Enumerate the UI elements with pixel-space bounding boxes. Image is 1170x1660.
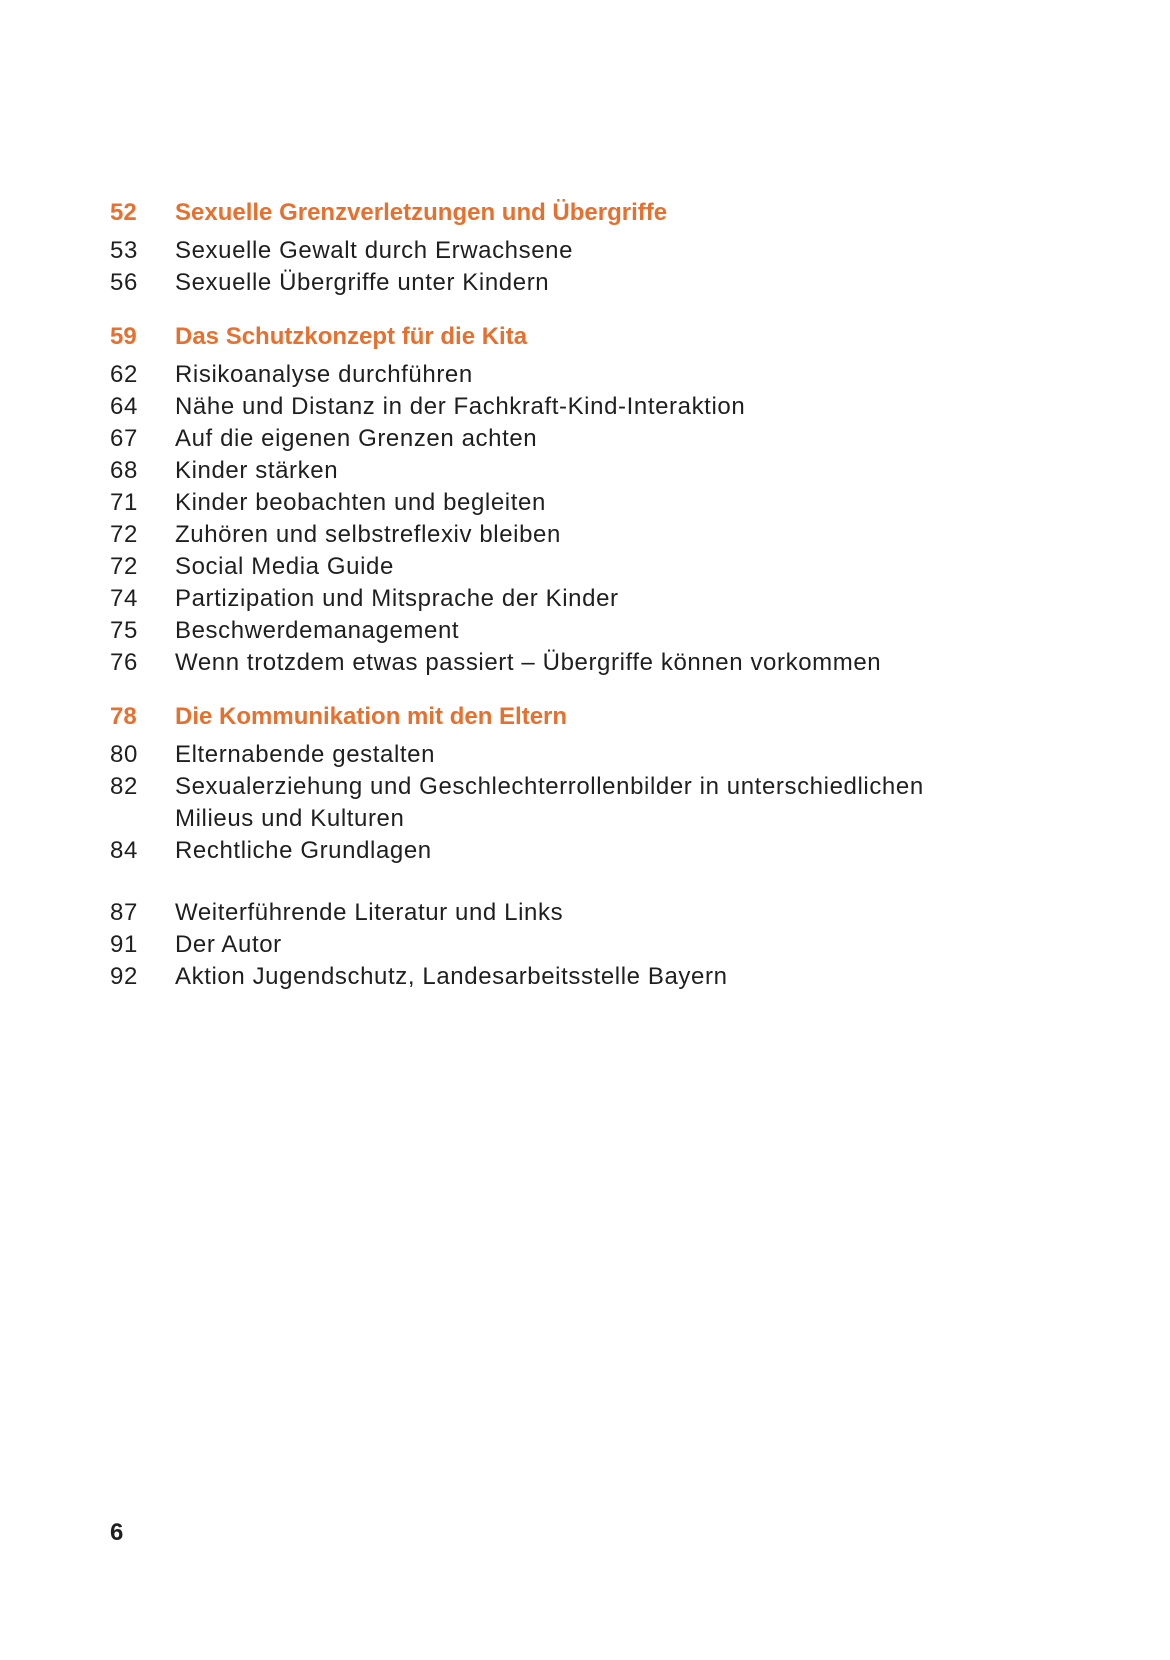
chapter-title: Die Kommunikation mit den Eltern xyxy=(175,703,568,730)
toc-entry xyxy=(110,739,1070,771)
entry-title: Wenn trotzdem etwas passiert – Übergriffe können vorkommen xyxy=(175,649,882,676)
toc-entry xyxy=(110,929,1070,961)
toc-entry xyxy=(110,455,1070,487)
toc-entry xyxy=(110,487,1070,519)
toc-entry xyxy=(110,359,1070,391)
entry-title: Kinder beobachten und begleiten xyxy=(175,489,546,516)
entry-title: Sexualerziehung und Geschlechterrollenbilder in unterschiedlichen Milieus und Kulturen xyxy=(175,773,924,832)
toc-section-grenzverletzungen xyxy=(110,196,1070,299)
entry-title: Zuhören und selbstreflexiv bleiben xyxy=(175,521,561,548)
toc-chapter-heading xyxy=(110,196,1070,230)
entry-page-number: 82 xyxy=(110,773,138,800)
entry-page-number: 84 xyxy=(110,837,138,864)
toc-entry xyxy=(110,771,1070,835)
toc-entry xyxy=(110,391,1070,423)
entry-page-number: 92 xyxy=(110,963,138,990)
entry-title: Aktion Jugendschutz, Landesarbeitsstelle Bayern xyxy=(175,963,728,990)
entry-page-number: 74 xyxy=(110,585,138,612)
entry-title: Partizipation und Mitsprache der Kinder xyxy=(175,585,619,612)
entry-page-number: 62 xyxy=(110,361,138,388)
entry-title: Social Media Guide xyxy=(175,553,394,580)
entry-page-number: 72 xyxy=(110,521,138,548)
toc-entry xyxy=(110,583,1070,615)
entry-title: Rechtliche Grundlagen xyxy=(175,837,432,864)
toc-chapter-heading xyxy=(110,700,1070,734)
toc-entry xyxy=(110,267,1070,299)
toc-entry xyxy=(110,423,1070,455)
entry-title: Elternabende gestalten xyxy=(175,741,436,768)
toc-section-kommunikation xyxy=(110,700,1070,867)
entry-title: Beschwerdemanagement xyxy=(175,617,460,644)
toc-entry xyxy=(110,961,1070,993)
toc-section-schutzkonzept xyxy=(110,320,1070,679)
toc-entry xyxy=(110,647,1070,679)
entry-page-number: 91 xyxy=(110,931,138,958)
toc-entry xyxy=(110,519,1070,551)
entry-title: Weiterführende Literatur und Links xyxy=(175,899,564,926)
entry-title: Kinder stärken xyxy=(175,457,339,484)
toc-entry xyxy=(110,897,1070,929)
table-of-contents xyxy=(110,196,1070,993)
entry-page-number: 72 xyxy=(110,553,138,580)
entry-title: Der Autor xyxy=(175,931,282,958)
entry-title: Sexuelle Übergriffe unter Kindern xyxy=(175,269,550,296)
toc-entry xyxy=(110,835,1070,867)
entry-page-number: 64 xyxy=(110,393,138,420)
entry-page-number: 76 xyxy=(110,649,138,676)
entry-page-number: 67 xyxy=(110,425,138,452)
entry-title: Sexuelle Gewalt durch Erwachsene xyxy=(175,237,574,264)
entry-page-number: 68 xyxy=(110,457,138,484)
toc-entry xyxy=(110,551,1070,583)
chapter-page-number: 52 xyxy=(110,199,137,226)
chapter-page-number: 59 xyxy=(110,323,137,350)
page-number: 6 xyxy=(110,1519,124,1546)
entry-page-number: 87 xyxy=(110,899,138,926)
chapter-title: Sexuelle Grenzverletzungen und Übergriffe xyxy=(175,199,668,226)
entry-title: Nähe und Distanz in der Fachkraft-Kind-Interaktion xyxy=(175,393,746,420)
entry-page-number: 71 xyxy=(110,489,138,516)
entry-page-number: 75 xyxy=(110,617,138,644)
toc-entry xyxy=(110,615,1070,647)
entry-page-number: 80 xyxy=(110,741,138,768)
chapter-page-number: 78 xyxy=(110,703,137,730)
chapter-title: Das Schutzkonzept für die Kita xyxy=(175,323,528,350)
toc-chapter-heading xyxy=(110,320,1070,354)
entry-title: Risikoanalyse durchführen xyxy=(175,361,473,388)
toc-entry xyxy=(110,235,1070,267)
toc-section-appendix xyxy=(110,897,1070,993)
entry-page-number: 53 xyxy=(110,237,138,264)
entry-page-number: 56 xyxy=(110,269,138,296)
entry-title: Auf die eigenen Grenzen achten xyxy=(175,425,538,452)
